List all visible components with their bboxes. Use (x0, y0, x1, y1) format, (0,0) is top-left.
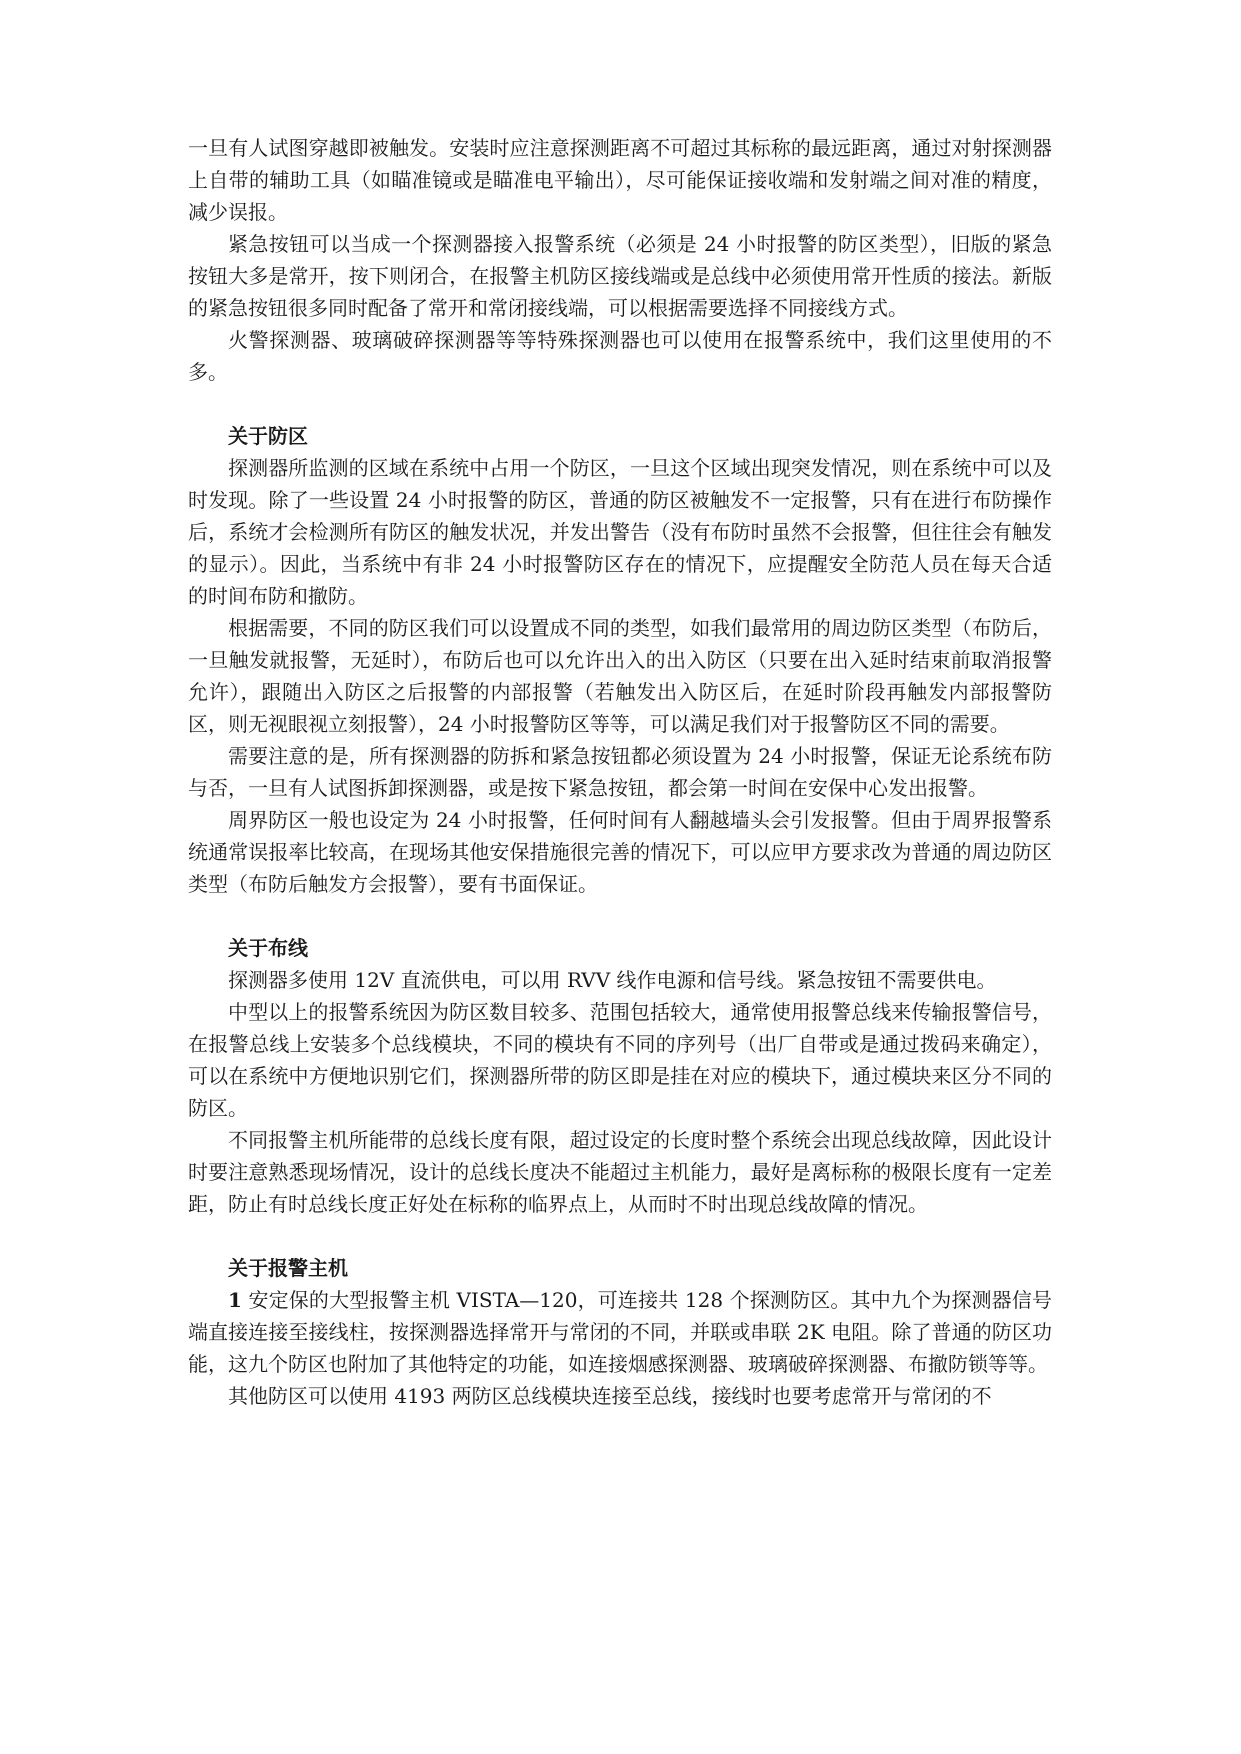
paragraph-continued: 一旦有人试图穿越即被触发。安装时应注意探测距离不可超过其标称的最远距离，通过对射探测器上自带的辅助工具（如瞄准镜或是瞄准电平输出），尽可能保证接收端和发射端之间对准的精度，减少误报。 (188, 136, 1052, 224)
paragraph-wiring-2: 中型以上的报警系统因为防区数目较多、范围包括较大，通常使用报警总线来传输报警信号，在报警总线上安装多个总线模块，不同的模块有不同的序列号（出厂自带或是通过拨码来确定），可以在系统中方便地识别它们，探测器所带的防区即是挂在对应的模块下，通过模块来区分不同的防区。 (188, 1000, 1052, 1120)
paragraph-wiring-3: 不同报警主机所能带的总线长度有限，超过设定的长度时整个系统会出现总线故障，因此设计时要注意熟悉现场情况，设计的总线长度决不能超过主机能力，最好是离标称的极限长度有一定差距，防止有时总线长度正好处在标称的临界点上，从而时不时出现总线故障的情况。 (188, 1128, 1052, 1216)
paragraph-alarm-host-2: 其他防区可以使用 4193 两防区总线模块连接至总线，接线时也要考虑常开与常闭的不 (228, 1384, 992, 1408)
section-heading-alarm-host: 关于报警主机 (228, 1256, 348, 1280)
document-page (188, 132, 1052, 1412)
paragraph-fire-detector: 火警探测器、玻璃破碎探测器等等特殊探测器也可以使用在报警系统中，我们这里使用的不多。 (188, 328, 1052, 384)
list-number: 1 (228, 1288, 242, 1312)
paragraph-wiring-1: 探测器多使用 12V 直流供电，可以用 RVV 线作电源和信号线。紧急按钮不需要供电。 (228, 968, 997, 992)
paragraph-emergency-button: 紧急按钮可以当成一个探测器接入报警系统（必须是 24 小时报警的防区类型），旧版的紧急按钮大多是常开，按下则闭合，在报警主机防区接线端或是总线中必须使用常开性质的接法。新版的紧急按钮很多同时配备了常开和常闭接线端，可以根据需要选择不同接线方式。 (188, 232, 1052, 320)
paragraph-alarm-host-1-text: 安定保的大型报警主机 VISTA—120，可连接共 128 个探测防区。其中九个为探测器信号端直接连接至接线柱，按探测器选择常开与常闭的不同，并联或串联 2K 电阻。除了普通的防区功能，这九个防区也附加了其他特定的功能，如连接烟感探测器、玻璃破碎探测器、布撤防锁等等。 (188, 1288, 1052, 1376)
paragraph-alarm-host-1 (188, 1284, 1052, 1380)
paragraph-zones-3: 需要注意的是，所有探测器的防拆和紧急按钮都必须设置为 24 小时报警，保证无论系统布防与否，一旦有人试图拆卸探测器，或是按下紧急按钮，都会第一时间在安保中心发出报警。 (188, 744, 1052, 800)
paragraph-zones-2: 根据需要，不同的防区我们可以设置成不同的类型，如我们最常用的周边防区类型（布防后，一旦触发就报警，无延时），布防后也可以允许出入的出入防区（只要在出入延时结束前取消报警允许），跟随出入防区之后报警的内部报警（若触发出入防区后，在延时阶段再触发内部报警防区，则无视眼视立刻报警），24 小时报警防区等等，可以满足我们对于报警防区不同的需要。 (188, 616, 1052, 736)
section-heading-wiring: 关于布线 (228, 936, 308, 960)
paragraph-zones-4: 周界防区一般也设定为 24 小时报警，任何时间有人翻越墙头会引发报警。但由于周界报警系统通常误报率比较高，在现场其他安保措施很完善的情况下，可以应甲方要求改为普通的周边防区类型（布防后触发方会报警），要有书面保证。 (188, 808, 1052, 896)
paragraph-zones-1: 探测器所监测的区域在系统中占用一个防区，一旦这个区域出现突发情况，则在系统中可以及时发现。除了一些设置 24 小时报警的防区，普通的防区被触发不一定报警，只有在进行布防操作后，系统才会检测所有防区的触发状况，并发出警告（没有布防时虽然不会报警，但往往会有触发的显示）。因此，当系统中有非 24 小时报警防区存在的情况下，应提醒安全防范人员在每天合适的时间布防和撤防。 (188, 456, 1052, 608)
section-heading-zones: 关于防区 (228, 424, 308, 448)
